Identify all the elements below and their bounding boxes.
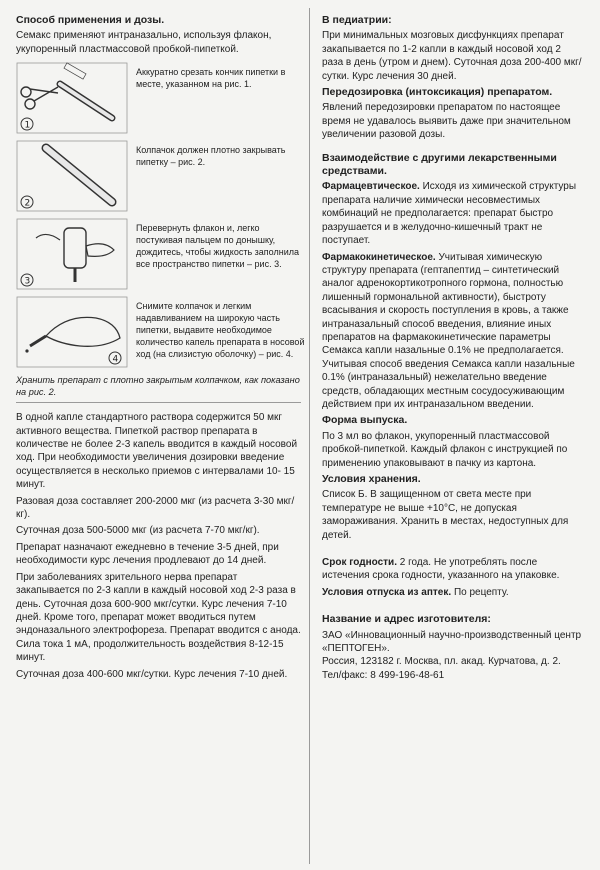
dosage-paragraph-2: Разовая доза составляет 200-2000 мкг (из расчета 3-30 мкг/кг). xyxy=(16,495,295,521)
shelf-life-paragraph xyxy=(322,556,584,583)
step-4-text: Снимите колпачок и легким надавливанием на широкую часть пипетки, выдавите необходимое количество капель препарата в носовой ход (на слизистую оболочку) – рис. 4. xyxy=(136,301,305,360)
right-column xyxy=(322,14,584,682)
overdose-text: Явлений передозировки препаратом по настоящее время не удавалось выявить даже при значительном увеличении разовой дозы. xyxy=(322,102,571,141)
pharmacokinetic-text: Учитывая химическую структуру препарата (гептапептид – синтетический аналог адренокортикотропного гормона, полностью лишенный гормональной активности), быстроту всасывания и скорость поступления в кровь, а также интраназальный способ введения, влияние иных препаратов на фармакокинетические параметры Семакса капли назальные 0.1% не предполагается. Учитывая способ введения Семакса капли назальные 0.1% (интраназальный) нежелательно введение средств, обладающих местным сосудосуживающим действием при их интраназальном введении. xyxy=(322,251,575,410)
form-heading: Форма выпуска. xyxy=(322,414,408,427)
dosage-paragraph-3: Суточная доза 500-5000 мкг (из расчета 7-70 мкг/кг). xyxy=(16,525,260,537)
column-divider xyxy=(309,8,310,864)
pharmaceutical-label: Фармацевтическое. xyxy=(322,181,420,193)
left-column xyxy=(16,14,305,684)
step-1-text: Аккуратно срезать кончик пипетки в месте, указанном на рис. 1. xyxy=(136,67,286,90)
dosage-intro: Семакс применяют интраназально, используя флакон, укупоренный пластмассовой пробкой-пипеткой. xyxy=(16,30,272,55)
storage-caption: Хранить препарат с плотно закрытым колпачком, как показано на рис. 2. xyxy=(16,375,300,398)
dosage-paragraph-5: При заболеваниях зрительного нерва препарат закапывается по 2-3 капли в каждый носовой ход 2-3 раза в день. Суточная доза 600-900 мкг/сутки. Курс лечения 7-10 дней. Кроме того, препарат может вводиться путем эндоназального электрофореза. Препарат вводится с анода. Сила тока 1 мА, продолжительность воздействия 8-12-15 минут. xyxy=(16,571,301,664)
capped-pipette-illustration xyxy=(16,140,128,212)
step-2 xyxy=(16,140,301,212)
step-4 xyxy=(16,296,305,368)
storage-text: Список Б. В защищенном от света месте при температуре не выше +10°С, не допуская замораживания. Хранить в местах, недоступных для детей. xyxy=(322,489,569,541)
pediatric-text: При минимальных мозговых дисфункциях препарат закапывается по 1-2 капли в каждый носовой ход 2 раза в день (утром и днем). Суточная доза 200-400 мкг/сутки. Курс лечения 30 дней. xyxy=(322,30,582,82)
overdose-heading: Передозировка (интоксикация) препаратом. xyxy=(322,86,553,99)
pharmacokinetic-paragraph xyxy=(322,251,584,412)
dosage-paragraph-1: В одной капле стандартного раствора содержится 50 мкг активного вещества. Пипеткой раствор препарата в количестве не более 2-3 капель вводится в каждый носовой ход. При необходимости увеличения дозировки введение осуществляется в несколько приемов с интервалами 10- 15 минут. xyxy=(16,412,298,491)
dosage-heading: Способ применения и дозы. xyxy=(16,14,165,26)
storage-heading: Условия хранения. xyxy=(322,473,421,485)
manufacturer-address: Россия, 123182 г. Москва, пл. акад. Курчатова, д. 2. xyxy=(322,656,561,668)
dispense-text: По рецепту. xyxy=(453,586,509,598)
dispense-label: Условия отпуска из аптек. xyxy=(322,586,452,598)
shelf-life-text: 2 года. Не употреблять после истечения срока годности, указанного на упаковке. xyxy=(322,557,560,582)
pediatric-heading: В педиатрии: xyxy=(322,14,392,26)
step-2-number: 2 xyxy=(24,198,31,209)
dispense-paragraph xyxy=(322,586,584,599)
manufacturer-heading: Название и адрес изготовителя: xyxy=(322,613,491,626)
step-3 xyxy=(16,218,301,290)
dosage-paragraph-6: Суточная доза 400-600 мкг/сутки. Курс лечения 7-10 дней. xyxy=(16,668,288,680)
step-1-number: 1 xyxy=(24,120,31,131)
step-1 xyxy=(16,62,301,134)
step-4-number: 4 xyxy=(112,354,119,365)
interaction-heading: Взаимодействие с другими лекарственными средствами. xyxy=(322,151,557,178)
dosage-paragraph-4: Препарат назначают ежедневно в течение 3-5 дней, при необходимости курс лечения продлевают до 14 дней. xyxy=(16,541,279,567)
manufacturer-name: ЗАО «Инновационный научно-производственный центр «ПЕПТОГЕН». xyxy=(322,629,582,655)
step-3-text: Перевернуть флакон и, легко постукивая пальцем по донышку, дождитесь, чтобы жидкость заполнила все пространство пипетки – рис. 3. xyxy=(136,223,299,270)
step-3-number: 3 xyxy=(24,276,31,287)
shelf-life-label: Срок годности. xyxy=(322,557,397,569)
step-2-text: Колпачок должен плотно закрывать пипетку – рис. 2. xyxy=(136,145,286,168)
tap-bottle-illustration xyxy=(16,218,128,290)
pharmacokinetic-label: Фармакокинетическое. xyxy=(322,251,436,263)
scissors-cut-illustration xyxy=(16,62,128,134)
form-text: По 3 мл во флакон, укупоренный пластмассовой пробкой-пипеткой. Каждый флакон с инструкцией по применению упаковывают в пачку из картона. xyxy=(322,430,568,469)
section-divider xyxy=(16,402,301,403)
pharmaceutical-paragraph xyxy=(322,180,584,247)
pharmaceutical-text: Исходя из химической структуры препарата наличие химически несовместимых комбинаций не предполагается: препарат быстро разрушается и в желудочно-кишечный тракт не поступает. xyxy=(322,181,577,247)
squeeze-drops-illustration xyxy=(16,296,128,368)
manufacturer-phone: Тел/факс: 8 499-196-48-61 xyxy=(322,669,445,681)
